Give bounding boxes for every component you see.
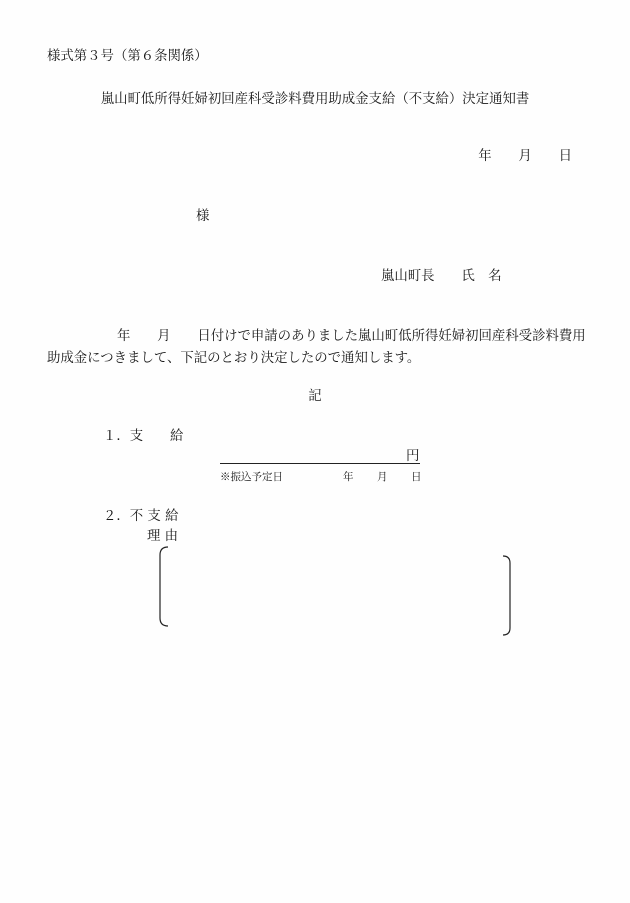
sender-signature: 嵐山町長 氏 名: [381, 269, 502, 284]
item-2-nonpayment-label: ２．不 支 給: [103, 509, 179, 524]
transfer-date-month: 月: [377, 471, 388, 483]
amount-currency: 円: [406, 449, 420, 464]
amount-underline: [220, 463, 420, 464]
body-text-line-2: 助成金につきまして、下記のとおり決定したので通知します。: [47, 351, 421, 366]
document-title: 嵐山町低所得妊婦初回産科受診料費用助成金支給（不支給）決定通知書: [100, 92, 530, 107]
item-1-payment-label: １．支 給: [103, 429, 184, 444]
ki-heading: 記: [308, 389, 322, 404]
body-text-line-1: 年 月 日付けで申請のありました嵐山町低所得妊婦初回産科受診料費用: [117, 329, 586, 344]
issue-date: 年 月 日: [478, 149, 572, 164]
transfer-date-day: 日: [411, 471, 422, 483]
form-number: 様式第３号（第６条関係）: [47, 49, 208, 64]
reason-bracket-right: [503, 556, 510, 635]
transfer-date-label: ※振込予定日: [220, 471, 283, 483]
addressee-suffix: 様: [196, 209, 210, 224]
reason-label: 理 由: [147, 529, 179, 544]
reason-brackets: [150, 540, 520, 645]
transfer-date-year: 年: [343, 471, 354, 483]
reason-bracket-left: [160, 547, 168, 626]
